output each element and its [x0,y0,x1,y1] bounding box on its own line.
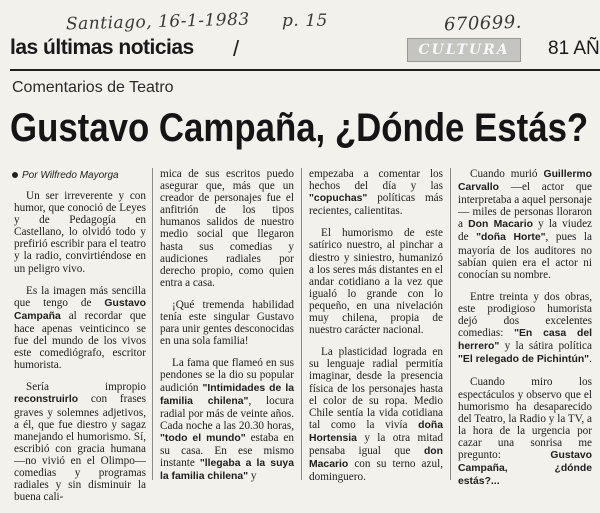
text: Es la imagen más sencilla que tengo de [14,284,146,309]
handwritten-date: Santiago, 16-1-1983 [65,9,250,35]
bold-text: "En casa del herrero" [458,328,593,353]
bold-text: Gustavo Campaña [14,297,146,322]
column-divider [301,168,302,480]
bold-text: Don Macario [468,219,533,231]
text: y la sátira política [499,340,592,353]
text: y [248,470,257,483]
bold-text: don Macario [309,445,443,471]
paragraph [458,168,592,281]
bold-text: "todo el mundo" [160,432,246,444]
bold-text: reconstruirlo [14,394,79,406]
bold-text: doña Hortensia [309,419,443,444]
text: políticas más recientes, calientitas. [309,192,443,218]
text: , pues la mayoría de los auditores no sabían quien era el actor ni conocían su nombre. [458,231,592,281]
paragraph [160,168,294,289]
paragraph [309,168,443,217]
bold-text: "doña Horte" [476,232,546,244]
kicker: Comentarios de Teatro [12,79,174,96]
column-divider [450,168,451,480]
paragraph [309,346,443,483]
text: Entre treinta y dos obras, este prodigioso humorista dejó dos excelentes comedias: [458,290,592,340]
text: , locura radial por más de veinte años. Cada noche a las 20.30 horas, [160,394,294,432]
text: . [589,353,592,366]
text: mica de sus escritos puedo asegurar que, más que un creador de personajes fue el anfitrión de los tipos humanos salidos de nuestro medio social que llegaron hasta sus comedias y audiciones radiales por derecho propio, como quien entra a casa. [160,168,294,289]
bold-text: Guillermo Carvallo [458,169,592,194]
handwritten-page: p. 15 [282,11,328,31]
paragraph [14,285,146,372]
section-label: CULTURA [407,38,521,62]
article-column [458,168,592,498]
text: Cuando miro los espectáculos y observo que el humorismo ha desaparecido del Teatro, la Radio y la TV, a la hora de la urgencia por cazar una sonrisa me pregunto: [458,376,592,461]
article-column [160,168,294,493]
text: al recordar que hace apenas veinticinco se fue del mundo de los vivos este comediógrafo, escritor humorista. [14,309,146,372]
paragraph [14,381,146,503]
text: —el actor que interpretaba a aquel personaje— miles de personas lloraron a [458,181,592,231]
paragraph [458,291,592,367]
text: La fama que flameó en sus pendones se la dio su popular audición [160,357,294,394]
paragraph [160,357,294,483]
headline: Gustavo Campaña, ¿Dónde Estás? [10,106,589,150]
text: ¡Qué tremenda habilidad tenía este singular Gustavo para unir gentes desconocidas en una sola familia! [160,298,294,348]
text: Un ser irreverente y con humor, que conoció de Leyes y de Pedagogía en Castellano, lo olvidó todo y prefirió escribir para el teatro y la radio, convirtiéndose en un peligro vivo. [14,190,146,275]
masthead-rule [10,69,600,71]
bold-text: "llegaba a la suya la familia chilena" [160,458,294,483]
masthead-slash: / [233,36,240,61]
handwritten-archive-number: 670699. [443,11,523,36]
text: con su terno azul, dominguero. [309,458,443,484]
bold-text: "El relegado de Pichintún" [458,354,590,366]
article-column [309,168,443,493]
issue-label: 81 AÑ [548,38,600,59]
text: empezaba a comentar los hechos del día y las [309,168,443,193]
paragraph [14,190,146,275]
byline [12,170,142,186]
text: y la otra mitad pensaba igual que [309,431,443,457]
text: Cuando murió [470,168,544,180]
article-column [14,190,146,513]
text: y la viudez de [458,218,593,244]
text: Sería impropio [26,381,146,394]
newspaper-name: las últimas noticias [10,36,194,59]
bold-text: "copuchas" [309,193,368,205]
paragraph [309,227,443,336]
bold-text: Gustavo Campaña, ¿dónde estás?... [458,449,592,488]
paragraph [458,376,592,488]
bullet-icon [12,172,18,178]
paragraph [160,299,294,347]
text: El humorismo de este satírico nuestro, al pinchar a diestro y siniestro, humanizó a los seres más distantes en el andar cotidiano a la vez que igualó lo grande con lo pequeño, en una nivelación muy chilena, propia de nuestro carácter nacional. [309,227,443,337]
text: estaba en su casa. En ese mismo instante [160,431,294,470]
text: La plasticidad lograda en su lenguaje radial permitía imaginar, desde la presencia física de los personajes hasta el color de su ropa. Medio Chile sentía la vida cotidiana tal como la vivía [309,346,443,431]
column-divider [152,168,153,480]
byline-text: Por Wilfredo Mayorga [22,170,119,181]
bold-text: "Intimidades de la familia chilena" [160,382,294,407]
text: con frases graves y solemnes adjetivos, a él, que fue diestro y sagaz manejando el humorismo. Sí, escribió con gracia humana —no vivió en el Olimpo— comedias y programas radiales y sin disminuir la buena cali- [14,393,146,504]
